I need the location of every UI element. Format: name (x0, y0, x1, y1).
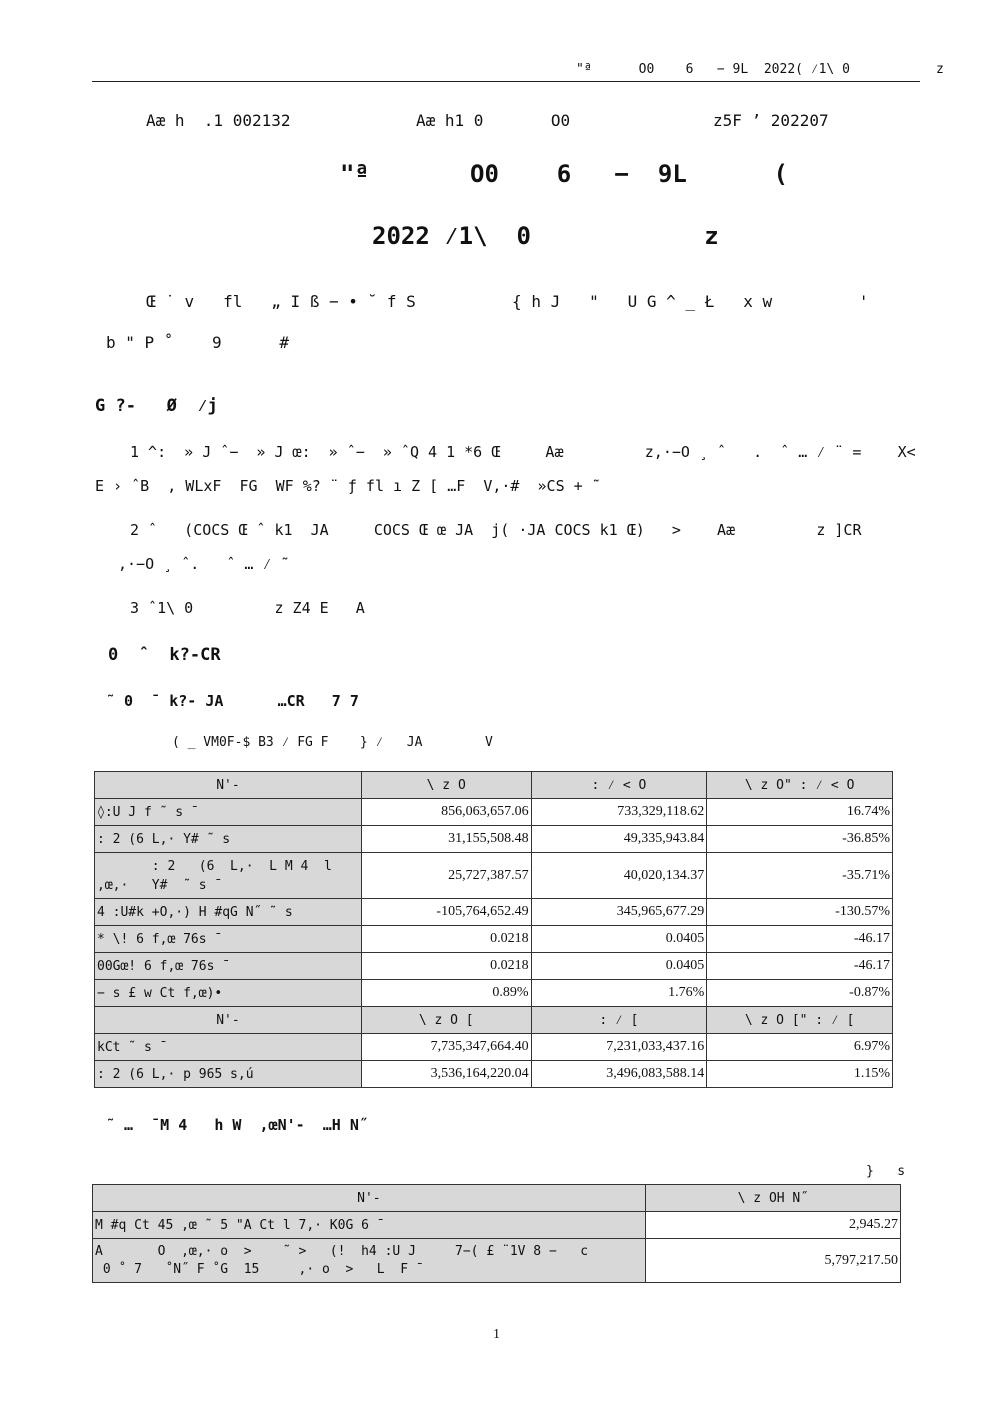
column-header: \ z O [" : ⁄ [ (707, 1007, 893, 1034)
row-label: * \! 6 f,œ 76s ˉ (95, 926, 362, 953)
table-row (93, 1239, 901, 1283)
cell-value: 2,945.27 (645, 1212, 900, 1239)
cell-value: 0.0405 (531, 953, 707, 980)
cell-value: 7,231,033,437.16 (531, 1034, 707, 1061)
cell-value: 0.0218 (361, 953, 531, 980)
table-row (95, 826, 893, 853)
financial-summary-table (94, 771, 893, 1088)
table-header-row (93, 1185, 901, 1212)
intro-line1: Œ ˙ v fl „ I ß − • ˘ f S { h J " U G ^ _ Ł x w ' (146, 292, 869, 311)
column-header: \ z O (361, 772, 531, 799)
row-label: A O ,œ,· o > ˜ > (! h4 :U J 7−( £ ¨1V 8 − c 0 ˚ 7 ˚N˝ F ˚G 15 ,· o > L F ˉ (93, 1239, 646, 1283)
row-label: M #q Ct 45 ,œ ˜ 5 "A Ct l 7,· K0G 6 ˉ (93, 1212, 646, 1239)
table2-unit-note: } s (866, 1164, 906, 1179)
section2-subheading: ˜ 0 ˉ k?- JA …CR 7 7 (106, 692, 359, 710)
cell-value: 1.15% (707, 1061, 893, 1088)
intro-line2: b " P ˚ 9 # (106, 333, 290, 352)
cell-value: 49,335,943.84 (531, 826, 707, 853)
stock-code: Aæ h .1 002132 (146, 111, 291, 130)
cell-value: 856,063,657.06 (361, 799, 531, 826)
column-header: : ⁄ < O (531, 772, 707, 799)
column-header: : ⁄ [ (531, 1007, 707, 1034)
column-header: \ z O" : ⁄ < O (707, 772, 893, 799)
row-label: : 2 (6 L,· L M 4 l ,œ,· Y# ˜ s ˉ (95, 853, 362, 899)
cell-value: 0.0405 (531, 926, 707, 953)
cell-value: -46.17 (707, 953, 893, 980)
cell-value: -130.57% (707, 899, 893, 926)
table-subheader-row (95, 1007, 893, 1034)
table-row (95, 899, 893, 926)
cell-value: 1.76% (531, 980, 707, 1007)
table-row (95, 1034, 893, 1061)
column-header: \ z OH N˝ (645, 1185, 900, 1212)
header-rule (92, 81, 920, 82)
cell-value: 40,020,134.37 (531, 853, 707, 899)
cell-value: 7,735,347,664.40 (361, 1034, 531, 1061)
row-label: 4 :U#k +O,·) H #qG N˝ ˜ s (95, 899, 362, 926)
section1-heading: G ?- Ø ⁄j (95, 396, 218, 416)
cell-value: 3,536,164,220.04 (361, 1061, 531, 1088)
cell-value: -0.87% (707, 980, 893, 1007)
row-label: : 2 (6 L,· Y# ˜ s (95, 826, 362, 853)
table-header-row (95, 772, 893, 799)
table-row (95, 926, 893, 953)
non-recurring-items-table (92, 1184, 901, 1283)
row-label: − s £ w Ct f,œ)• (95, 980, 362, 1007)
cell-value: 5,797,217.50 (645, 1239, 900, 1283)
table-row (95, 953, 893, 980)
table-row (95, 980, 893, 1007)
table-row (95, 799, 893, 826)
running-header: "ª O0 6 − 9L 2022( ⁄1\ 0 z (576, 62, 944, 77)
cell-value: -46.17 (707, 926, 893, 953)
cell-value: 0.0218 (361, 926, 531, 953)
item1-line2: E › ˆB , WLxF FG WF %? ¨ ƒ fl ı Z [ …F V,·# »CS + ˜ (95, 477, 601, 495)
item1-line1: 1 ^: » J ˆ− » J œ: » ˆ− » ˆQ 4 1 *6 Œ Aæ z,·−O ¸ ˆ . ˆ … ⁄ ¨ = X< (130, 443, 916, 461)
doc-title-line2: 2022 ⁄1\ 0 z (372, 222, 719, 250)
section2-heading: 0 ˆ k?-CR (108, 645, 221, 665)
column-header: N'- (95, 1007, 362, 1034)
table-row (95, 853, 893, 899)
cell-value: -35.71% (707, 853, 893, 899)
cell-value: 25,727,387.57 (361, 853, 531, 899)
column-header: \ z O [ (361, 1007, 531, 1034)
row-label: : 2 (6 L,· p 965 s,ú (95, 1061, 362, 1088)
row-label: kCt ˜ s ˉ (95, 1034, 362, 1061)
cell-value: -105,764,652.49 (361, 899, 531, 926)
column-header: N'- (95, 772, 362, 799)
cell-value: -36.85% (707, 826, 893, 853)
table1-unit-note: ( _ VM0F-$ B3 ⁄ FG F } ⁄ JA V (172, 735, 493, 750)
row-label: ◊:U J f ˜ s ˉ (95, 799, 362, 826)
doc-title-line1: "ª O0 6 − 9L ( (340, 160, 788, 188)
cell-value: 3,496,083,588.14 (531, 1061, 707, 1088)
item3: 3 ˆ1\ 0 z Z4 E A (130, 599, 365, 617)
cell-value: 733,329,118.62 (531, 799, 707, 826)
stock-abbreviation: Aæ h1 0 O0 (416, 111, 571, 130)
notice-number: z5F ’ 202207 (713, 111, 829, 130)
row-label: 00Gœ! 6 f,œ 76s ˉ (95, 953, 362, 980)
cell-value: 16.74% (707, 799, 893, 826)
item2-line1: 2 ˆ (COCS Œ ˆ k1 JA COCS Œ œ JA j( ·JA COCS k1 Œ) > Aæ z ]CR (130, 521, 862, 539)
item2-line2: ,·−O ¸ ˆ. ˆ … ⁄ ˜ (118, 555, 290, 573)
cell-value: 6.97% (707, 1034, 893, 1061)
cell-value: 0.89% (361, 980, 531, 1007)
section3-subheading: ˜ … ˉM 4 h W ,œN'- …H N˝ (106, 1116, 368, 1134)
page-number: 1 (493, 1327, 500, 1342)
cell-value: 345,965,677.29 (531, 899, 707, 926)
table-row (95, 1061, 893, 1088)
cell-value: 31,155,508.48 (361, 826, 531, 853)
column-header: N'- (93, 1185, 646, 1212)
table-row (93, 1212, 901, 1239)
